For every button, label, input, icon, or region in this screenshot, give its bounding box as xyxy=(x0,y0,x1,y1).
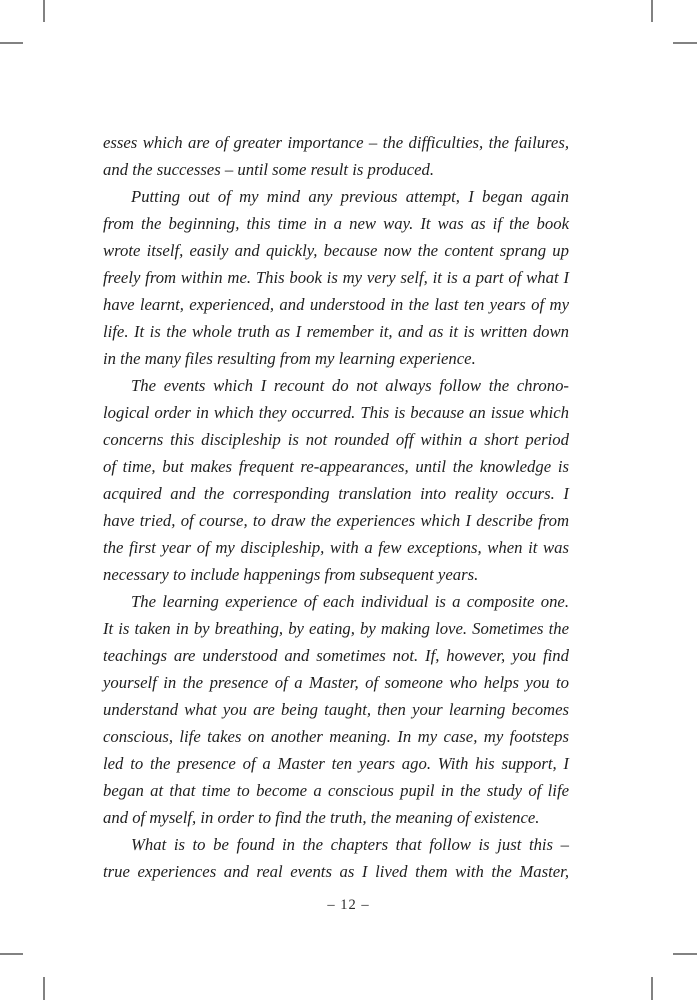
text-line: wrote itself, easily and quickly, because now the content sprang up xyxy=(103,241,569,260)
text-line: have learnt, experienced, and understood in the last ten years of my xyxy=(103,295,569,314)
crop-mark-bottom-left-vertical xyxy=(43,977,45,1000)
text-line: began at that time to become a conscious pupil in the study of life xyxy=(103,781,569,800)
text-line: conscious, life takes on another meaning. In my case, my footsteps xyxy=(103,727,569,746)
text-line: true experiences and real events as I lived them with the Master, xyxy=(103,862,569,881)
text-line: Putting out of my mind any previous attempt, I began again xyxy=(131,187,569,206)
text-line: concerns this discipleship is not rounded off within a short period xyxy=(103,430,569,449)
text-line: led to the presence of a Master ten years ago. With his support, I xyxy=(103,754,569,773)
text-line: and the successes – until some result is produced. xyxy=(103,160,435,179)
crop-mark-bottom-right-horizontal xyxy=(673,953,697,955)
text-line: What is to be found in the chapters that follow is just this – xyxy=(131,835,569,854)
paragraph xyxy=(103,831,569,885)
page-body xyxy=(103,129,569,885)
text-line: the first year of my discipleship, with a few exceptions, when it was xyxy=(103,538,569,557)
crop-mark-bottom-left-horizontal xyxy=(0,953,23,955)
text-line: The events which I recount do not always follow the chrono- xyxy=(131,376,569,395)
text-line: and of myself, in order to find the truth, the meaning of existence. xyxy=(103,808,540,827)
text-line: in the many files resulting from my learning experience. xyxy=(103,349,476,368)
text-line: life. It is the whole truth as I remember it, and as it is written down xyxy=(103,322,569,341)
text-line: of time, but makes frequent re-appearances, until the knowledge is xyxy=(103,457,569,476)
page-number: – 12 – xyxy=(327,897,370,913)
paragraph xyxy=(103,129,569,183)
text-line: acquired and the corresponding translation into reality occurs. I xyxy=(103,484,569,503)
text-line: understand what you are being taught, then your learning becomes xyxy=(103,700,569,719)
paragraph xyxy=(103,588,569,831)
paragraph xyxy=(103,183,569,372)
crop-mark-bottom-right-vertical xyxy=(651,977,653,1000)
crop-mark-top-right-horizontal xyxy=(673,42,697,44)
text-line: freely from within me. This book is my very self, it is a part of what I xyxy=(103,268,569,287)
text-line: yourself in the presence of a Master, of someone who helps you to xyxy=(103,673,569,692)
text-line: have tried, of course, to draw the experiences which I describe from xyxy=(103,511,569,530)
text-line: esses which are of greater importance – the difficulties, the failures, xyxy=(103,133,569,152)
text-line: from the beginning, this time in a new way. It was as if the book xyxy=(103,214,569,233)
text-line: It is taken in by breathing, by eating, by making love. Sometimes the xyxy=(103,619,569,638)
paragraph xyxy=(103,372,569,588)
text-line: necessary to include happenings from subsequent years. xyxy=(103,565,479,584)
text-line: teachings are understood and sometimes not. If, however, you find xyxy=(103,646,569,665)
text-line: The learning experience of each individual is a composite one. xyxy=(131,592,569,611)
crop-mark-top-right-vertical xyxy=(651,0,653,22)
text-line: logical order in which they occurred. This is because an issue which xyxy=(103,403,569,422)
crop-mark-top-left-vertical xyxy=(43,0,45,22)
crop-mark-top-left-horizontal xyxy=(0,42,23,44)
